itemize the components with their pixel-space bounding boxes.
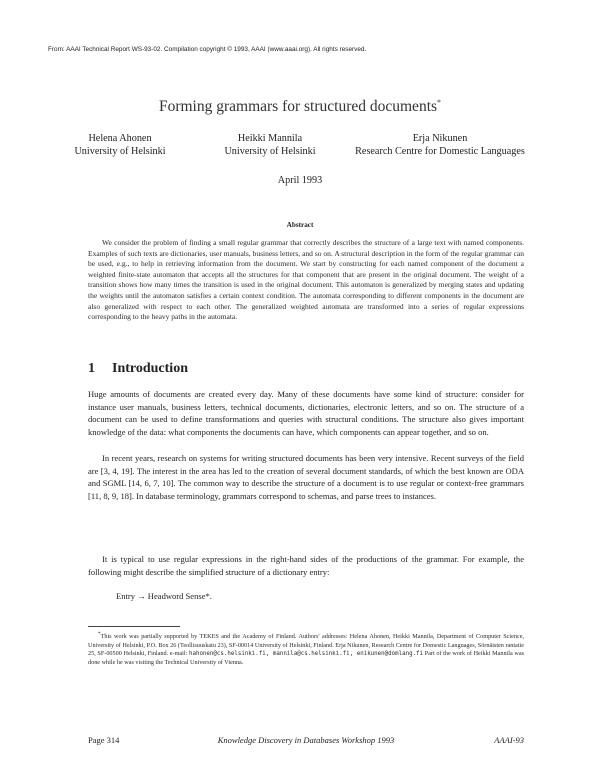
section-title: Introduction — [112, 361, 188, 376]
author-affiliation: Research Centre for Domestic Languages — [355, 145, 525, 157]
author-affiliation: University of Helsinki — [224, 145, 316, 157]
body-paragraph: Huge amounts of documents are created every day. Many of these documents have some kind of structure: consider for instance user manuals, business letters, technical documents, dictionaries, electronic letters, and so on. The structure of a document can be used to define transformations and queries with structural conditions. The structure also gives important knowledge of the data: what components the documents can have, which components can appear together, and so on. — [88, 389, 524, 437]
abstract-heading: Abstract — [286, 221, 314, 229]
title-footnote-mark: * — [437, 98, 442, 107]
conference-name: AAAI-93 — [494, 735, 524, 745]
author-block — [190, 133, 350, 158]
workshop-name: Knowledge Discovery in Databases Workshop 1993 — [217, 735, 395, 745]
copyright-notice: From: AAAI Technical Report WS-93-02. Compilation copyright © 1993, AAAI (www.aaai.org). All rights reserved. — [48, 46, 367, 53]
footnote-text-end: Part of the work of Heikki Mannila was done while he was visiting the Technical University of Vienna. — [88, 650, 525, 666]
author-name: Helena Ahonen — [88, 133, 152, 144]
author-affiliation: University of Helsinki — [74, 145, 166, 157]
grammar-example: Entry → Headword Sense*. — [116, 591, 212, 601]
publication-date: April 1993 — [277, 175, 323, 186]
paper-title — [0, 98, 600, 116]
abstract-text: We consider the problem of finding a small regular grammar that correctly describes the structure of a large text with named components. Examples of such texts are dictionaries, user manuals, business letters, and so on. A structural description in the form of the regular grammar can be used, e.g., to help in retrieving information from the document. We start by constructing for each named component of the document a weighted finite-state automaton that accepts all the structures for that component that are present in the original document. The weight of a transition shows how many times the transition is used in the original document. This automaton is generalized by merging states and updating the weights until the automaton satisfies a certain context condition. The automata corresponding to different components in the document are also generalized with respect to each other. The generalized weighted automata are transformed into a series of regular expressions corresponding to the heavy paths in the automata. — [88, 238, 524, 322]
author-block — [40, 133, 200, 158]
footnote-divider — [88, 626, 180, 627]
page-footer — [88, 735, 524, 747]
page-number: Page 314 — [88, 735, 120, 745]
section-number: 1 — [88, 361, 95, 376]
paper-title-text: Forming grammars for structured documents — [158, 98, 438, 116]
footnote-mark: * — [98, 631, 101, 637]
footnote — [88, 630, 524, 667]
footnote-emails: hahonen@cs.helsinki.fi, mannila@cs.helsinki.fi, enikunen@domlang.fi — [188, 651, 424, 658]
body-paragraph: It is typical to use regular expressions in the right-hand sides of the productions of the grammar. For example, the following might describe the simplified structure of a dictionary entry: — [88, 554, 524, 577]
author-name: Erja Nikunen — [412, 133, 468, 144]
section-heading — [88, 361, 524, 377]
author-block — [335, 133, 545, 158]
body-paragraph: In recent years, research on systems for writing structured documents has been very intensive. Recent surveys of the field are [3, 4, 19]. The interest in the area has led to the creation of several document standards, of which the best known are ODA and SGML [14, 6, 7, 10]. The common way to describe the structure of a document is to use regular or context-free grammars [11, 8, 9, 18]. In database terminology, grammars correspond to schemas, and parse trees to instances. — [88, 453, 524, 501]
footnote-text: This work was partially supported by TEKES and the Academy of Finland. Authors' addresses: Helena Ahonen, Heikki Mannila, Department of Computer Science, University of Helsinki, P.O. Box 26 (Teollisuuskatu 23), SF-00014 University of Helsinki, Finland. Erja Nikunen, Research Centre for Domestic Languages, Sörnäisten rantatie 25, SF-00500 Helsinki, Finland. e-mail: — [88, 633, 524, 658]
author-name: Heikki Mannila — [237, 133, 303, 144]
